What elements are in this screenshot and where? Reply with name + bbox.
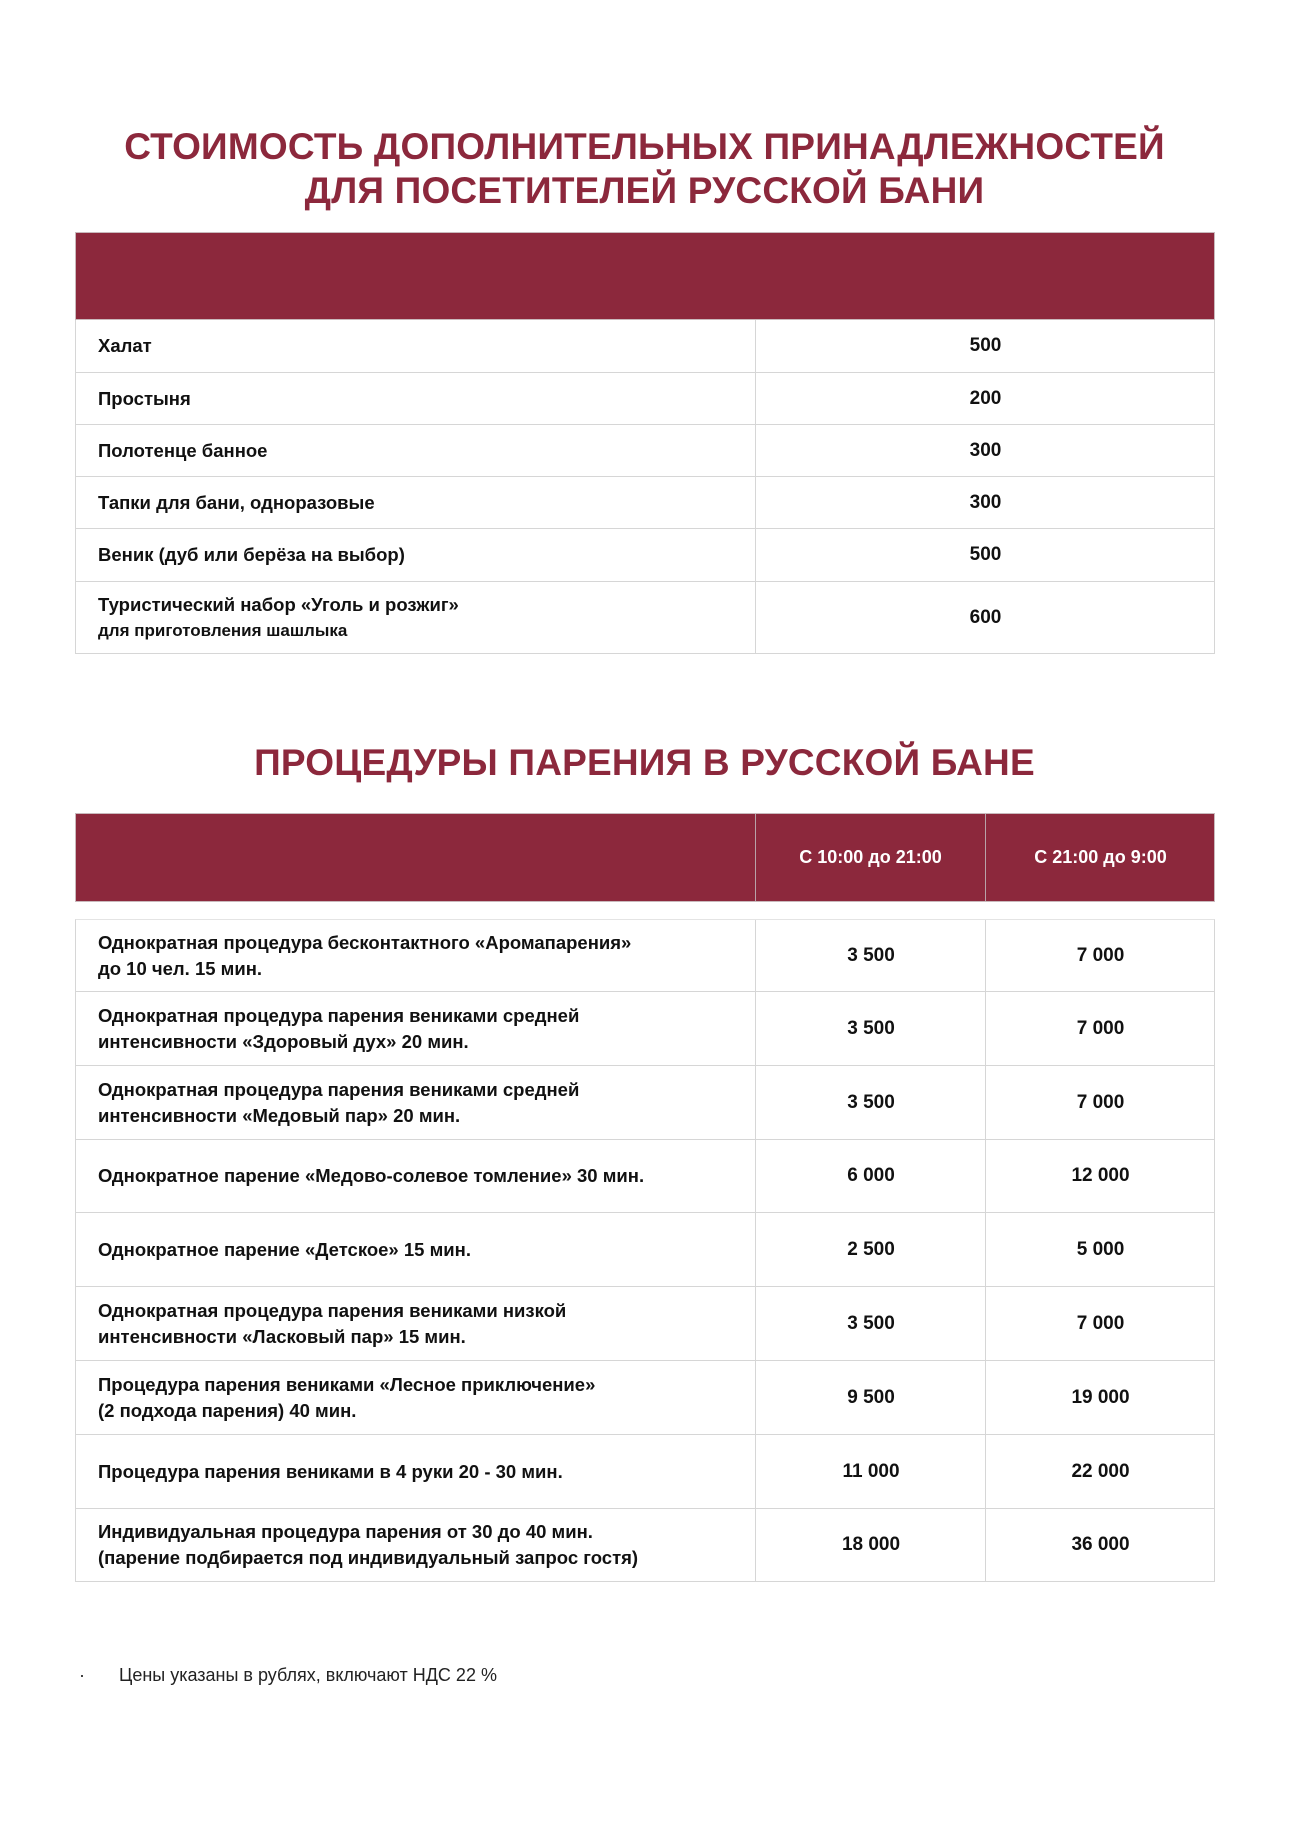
accessories-table-header (75, 232, 1215, 320)
price-night: 19 000 (985, 1361, 1215, 1434)
table-row (75, 425, 1215, 477)
price-night: 7 000 (985, 1287, 1215, 1360)
item-name-line: (2 подхода парения) 40 мин. (98, 1399, 357, 1421)
table-row (75, 919, 1215, 992)
price-day: 3 500 (755, 1066, 986, 1139)
price-night: 36 000 (985, 1509, 1215, 1581)
price-night: 22 000 (985, 1435, 1215, 1508)
item-name-line: интенсивности «Здоровый дух» 20 мин. (98, 1030, 469, 1052)
item-price: 500 (755, 529, 1215, 581)
item-name-line: Однократная процедура парения вениками низкой (98, 1299, 567, 1321)
price-day: 3 500 (755, 1287, 986, 1360)
table-row (75, 1066, 1215, 1140)
price-note-text: Цены указаны в рублях, включают НДС 22 % (119, 1665, 497, 1685)
price-day: 3 500 (755, 920, 986, 991)
item-name (76, 1509, 756, 1581)
item-name-line: Тапки для бани, одноразовые (98, 491, 375, 513)
item-price: 300 (755, 477, 1215, 528)
item-name-line: (парение подбирается под индивидуальный запрос гостя) (98, 1547, 639, 1568)
item-name (76, 529, 756, 581)
item-name-line: Индивидуальная процедура парения от 30 до 40 мин. (98, 1521, 593, 1542)
steaming-title: ПРОЦЕДУРЫ ПАРЕНИЯ В РУССКОЙ БАНЕ (254, 742, 1035, 783)
item-name-line: до 10 чел. 15 мин. (98, 957, 263, 979)
table-row (75, 1361, 1215, 1435)
table-row (75, 1213, 1215, 1287)
item-name-line: для приготовления шашлыка (98, 620, 348, 640)
price-day: 2 500 (755, 1213, 986, 1286)
item-price: 200 (755, 373, 1215, 424)
table-row (75, 320, 1215, 373)
table-row (75, 1140, 1215, 1213)
item-price: 500 (755, 320, 1215, 372)
table-row (75, 477, 1215, 529)
item-name-line: Однократная процедура бесконтактного «Аромапарения» (98, 931, 632, 953)
item-name-line: Халат (98, 335, 152, 356)
price-day: 11 000 (755, 1435, 986, 1508)
item-name-line: Однократная процедура парения вениками средней (98, 1004, 580, 1026)
price-night: 7 000 (985, 920, 1215, 991)
accessories-title-line: СТОИМОСТЬ ДОПОЛНИТЕЛЬНЫХ ПРИНАДЛЕЖНОСТЕЙ (124, 126, 1165, 167)
bullet-icon: · (79, 1665, 85, 1685)
column-header-day: С 10:00 до 21:00 (799, 847, 942, 867)
price-night: 7 000 (985, 992, 1215, 1065)
price-night: 12 000 (985, 1140, 1215, 1212)
item-name (76, 1287, 756, 1360)
table-row (75, 992, 1215, 1066)
price-day: 18 000 (755, 1509, 986, 1581)
item-name-line: Однократная процедура парения вениками средней (98, 1078, 580, 1100)
price-day: 9 500 (755, 1361, 986, 1434)
item-name-line: Туристический набор «Уголь и розжиг» (98, 593, 459, 615)
item-name (76, 1435, 756, 1508)
table-row (75, 529, 1215, 582)
item-name (76, 477, 756, 528)
column-header-night: С 21:00 до 9:00 (1034, 847, 1167, 867)
item-name (76, 373, 756, 424)
item-name (76, 1066, 756, 1139)
price-day: 6 000 (755, 1140, 986, 1212)
item-name-line: интенсивности «Медовый пар» 20 мин. (98, 1104, 461, 1126)
item-name-line: Веник (дуб или берёза на выбор) (98, 544, 405, 565)
item-name (76, 582, 756, 653)
item-name-line: Процедура парения вениками в 4 руки 20 - 30 мин. (98, 1460, 563, 1482)
item-name (76, 320, 756, 372)
item-name-line: Процедура парения вениками «Лесное приключение» (98, 1373, 596, 1395)
item-name-line: Однократное парение «Детское» 15 мин. (98, 1238, 471, 1260)
item-name-line: интенсивности «Ласковый пар» 15 мин. (98, 1325, 466, 1347)
item-name (76, 425, 756, 476)
price-day: 3 500 (755, 992, 986, 1065)
item-name (76, 1361, 756, 1434)
steaming-table-header (75, 813, 1215, 902)
item-name (76, 1140, 756, 1212)
price-night: 5 000 (985, 1213, 1215, 1286)
item-price: 300 (755, 425, 1215, 476)
table-row (75, 1509, 1215, 1582)
item-name (76, 1213, 756, 1286)
item-name-line: Полотенце банное (98, 439, 268, 461)
table-row (75, 373, 1215, 425)
accessories-title-line: ДЛЯ ПОСЕТИТЕЛЕЙ РУССКОЙ БАНИ (304, 170, 985, 211)
table-row (75, 1287, 1215, 1361)
item-name (76, 992, 756, 1065)
table-row (75, 582, 1215, 654)
table-row (75, 1435, 1215, 1509)
item-price: 600 (755, 582, 1215, 653)
item-name (76, 920, 756, 991)
item-name-line: Однократное парение «Медово-солевое томление» 30 мин. (98, 1165, 645, 1186)
price-night: 7 000 (985, 1066, 1215, 1139)
item-name-line: Простыня (98, 387, 191, 409)
accessories-title (0, 125, 1289, 213)
